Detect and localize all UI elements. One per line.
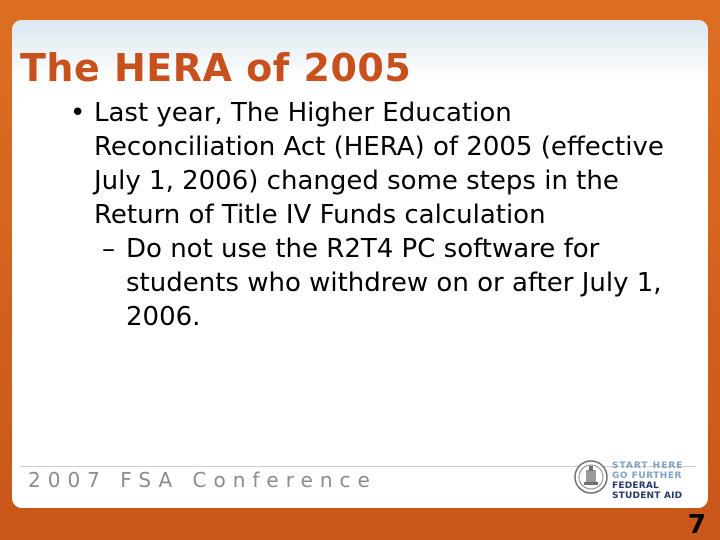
sub-bullet-marker: –	[102, 234, 115, 264]
bullet-item	[70, 96, 690, 232]
logo-line-2: GO FURTHER	[612, 471, 682, 481]
conference-label: 2007 FSA Conference	[28, 468, 377, 492]
bullet-text: Last year, The Higher Education Reconciliation Act (HERA) of 2005 (effective July 1, 2006) changed some steps in the Return of Title IV Funds calculation	[94, 98, 664, 230]
slide-body	[70, 96, 690, 334]
sub-bullet-item	[70, 232, 690, 334]
dept-of-education-seal-icon	[574, 460, 608, 494]
fsa-logo	[612, 461, 704, 501]
sub-bullet-text: Do not use the R2T4 PC software for students who withdrew on or after July 1, 2006.	[126, 234, 662, 332]
page-number: 7	[687, 510, 706, 540]
slide-panel	[12, 20, 708, 508]
bullet-marker: •	[70, 98, 86, 128]
slide-title: The HERA of 2005	[20, 46, 412, 90]
logo-line-1: START HERE	[612, 461, 684, 471]
logo-line-3: FEDERAL STUDENT AID	[612, 481, 683, 501]
